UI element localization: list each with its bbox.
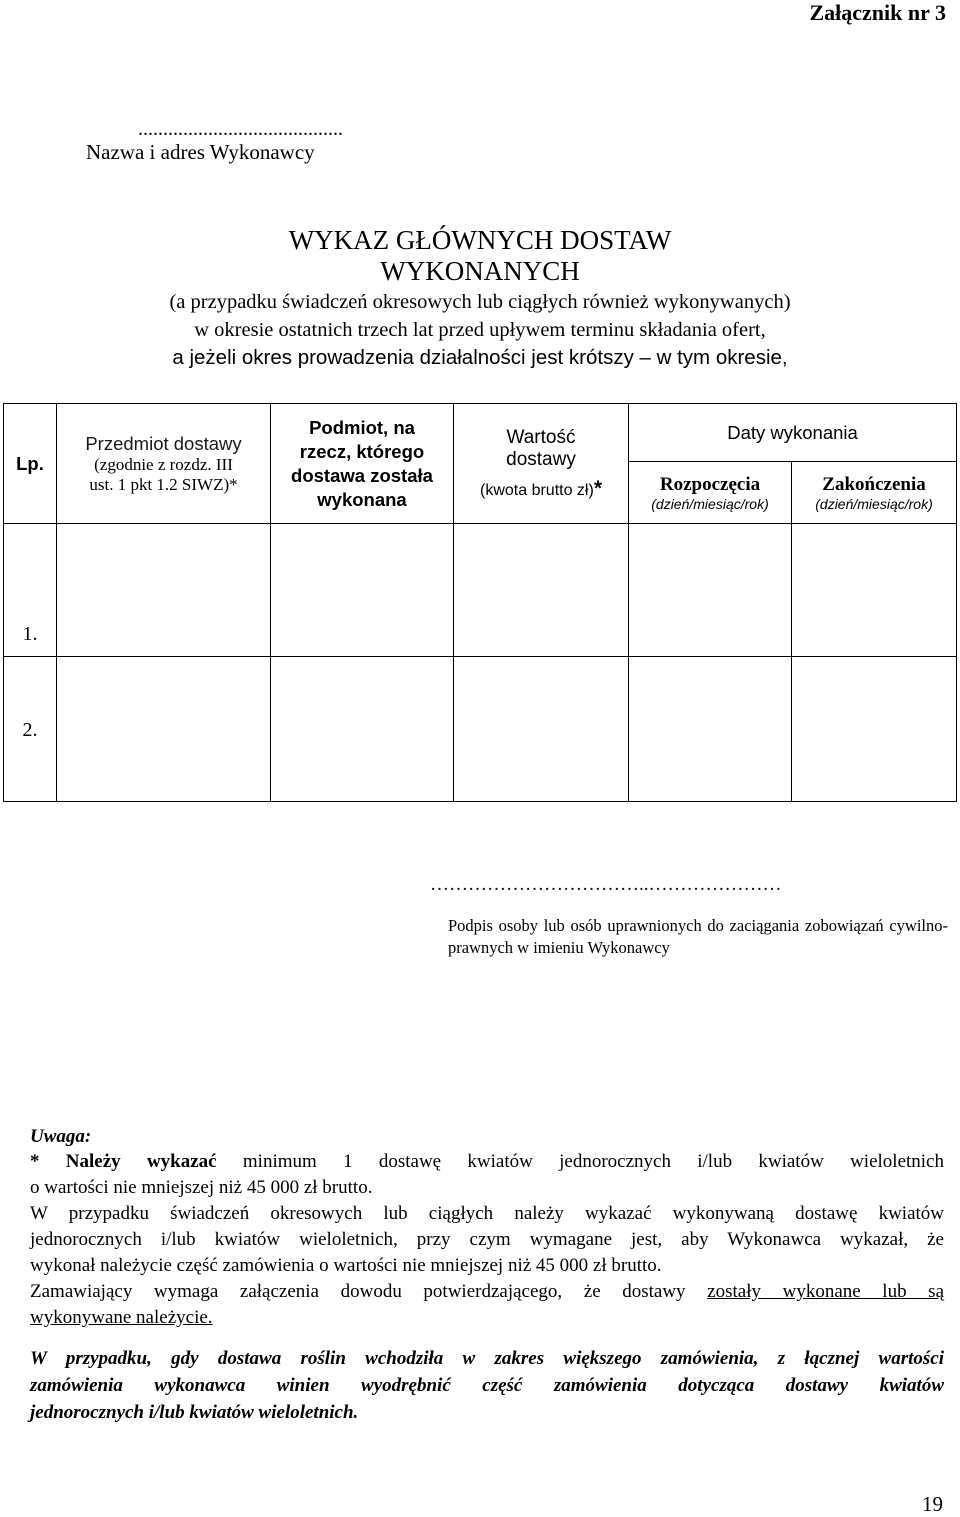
note-line-4: jednorocznych i/lub kwiatów wieloletnich, przy czym wymagane jest, aby Wykonawca wykazał, że: [30, 1229, 944, 1250]
final-note-line-2: zamówienia wykonawca winien wyodrębnić część zamówienia dotycząca dostawy kwiatów: [30, 1375, 944, 1396]
header-subject-title: Przedmiot dostawy: [85, 432, 242, 454]
note-star: *: [30, 1151, 66, 1172]
header-value-line-1: Wartość: [506, 426, 576, 448]
header-dates: Daty wykonania: [629, 404, 957, 462]
note-line-1-rest: minimum 1 dostawę kwiatów jednorocznych i/lub kwiatów wieloletnich: [216, 1151, 944, 1172]
header-entity-line-2: rzecz, którego: [299, 440, 425, 462]
row-subject-cell[interactable]: [57, 657, 271, 802]
deliveries-table: [3, 403, 957, 802]
note-line-1: [30, 1149, 944, 1175]
header-start-label: Rozpoczęcia: [659, 473, 761, 495]
header-subject-note-1: (zgodnie z rozdz. III: [94, 454, 233, 474]
row-value-cell[interactable]: [454, 657, 629, 802]
header-entity-line-1: Podmiot, na: [309, 416, 415, 438]
header-start-format: (dzień/miesiąc/rok): [651, 495, 769, 512]
document-title: [0, 225, 960, 287]
title-line-2: WYKONANYCH: [380, 256, 580, 286]
row-number: 1.: [4, 524, 57, 657]
note-line-3: W przypadku świadczeń okresowych lub ciągłych należy wykazać wykonywaną dostawę kwiatów: [30, 1203, 944, 1224]
header-subject: [57, 404, 271, 524]
row-subject-cell[interactable]: [57, 524, 271, 657]
contractor-dots-line: .........................................: [138, 118, 343, 140]
subtitle-line-3: a jeżeli okres prowadzenia działalności jest krótszy – w tym okresie,: [172, 346, 788, 369]
page-number: 19: [922, 1492, 943, 1516]
note-line-7: wykonywane należycie.: [30, 1307, 213, 1328]
header-value-note: [454, 477, 628, 501]
note-line-6-underlined: zostały wykonane lub są: [707, 1281, 944, 1302]
row-number: 2.: [4, 657, 57, 802]
final-note-line-3: jednorocznych i/lub kwiatów wieloletnich.: [30, 1402, 359, 1423]
note-line-5: wykonał należycie część zamówienia o wartości nie mniejszej niż 45 000 zł brutto.: [30, 1255, 662, 1276]
row-end-cell[interactable]: [792, 524, 957, 657]
note-line-6-plain: Zamawiający wymaga załączenia dowodu potwierdzającego, że dostawy: [30, 1281, 708, 1302]
header-value: [454, 404, 629, 524]
row-entity-cell[interactable]: [271, 657, 454, 802]
final-note-line-1: W przypadku, gdy dostawa roślin wchodziła w zakres większego zamówienia, z łącznej wartości: [30, 1348, 944, 1369]
subtitle-line-2: w okresie ostatnich trzech lat przed upływem terminu składania ofert,: [194, 318, 766, 341]
signature-dots-line: ……………………………..…………………: [430, 874, 782, 895]
row-end-cell[interactable]: [792, 657, 957, 802]
header-entity: [271, 404, 454, 524]
signature-caption: Podpis osoby lub osób uprawnionych do zaciągania zobowiązań cywilno-prawnych w imieniu Wykonawcy: [448, 916, 948, 957]
note-body: [30, 1149, 944, 1331]
final-note: [30, 1345, 944, 1426]
table-header-row-1: [4, 404, 957, 462]
contractor-name-label: Nazwa i adres Wykonawcy: [86, 140, 315, 164]
header-start: [629, 462, 792, 524]
document-subtitle: [0, 289, 960, 372]
header-end-format: (dzień/miesiąc/rok): [815, 495, 933, 512]
header-entity-line-3: dostawa została: [291, 464, 433, 486]
table-row: [4, 524, 957, 657]
note-line-6: [30, 1279, 944, 1305]
table-row: [4, 657, 957, 802]
annex-label: Załącznik nr 3: [809, 0, 946, 25]
note-bold-text: Należy wykazać: [65, 1151, 217, 1172]
header-end-label: Zakończenia: [822, 473, 926, 495]
note-heading: Uwaga:: [30, 1126, 92, 1147]
header-value-line-2: dostawy: [506, 448, 576, 470]
row-entity-cell[interactable]: [271, 524, 454, 657]
header-end: [792, 462, 957, 524]
header-entity-line-4: wykonana: [317, 488, 407, 510]
header-value-star: *: [593, 476, 602, 500]
header-lp: Lp.: [4, 404, 57, 524]
row-start-cell[interactable]: [629, 524, 792, 657]
row-start-cell[interactable]: [629, 657, 792, 802]
row-value-cell[interactable]: [454, 524, 629, 657]
subtitle-line-1: (a przypadku świadczeń okresowych lub ciągłych również wykonywanych): [169, 291, 791, 313]
header-value-note-text: (kwota brutto zł): [480, 481, 594, 499]
header-subject-note-2: ust. 1 pkt 1.2 SIWZ)*: [89, 474, 238, 494]
note-line-2: o wartości nie mniejszej niż 45 000 zł brutto.: [30, 1177, 373, 1198]
title-line-1: WYKAZ GŁÓWNYCH DOSTAW: [288, 225, 672, 255]
